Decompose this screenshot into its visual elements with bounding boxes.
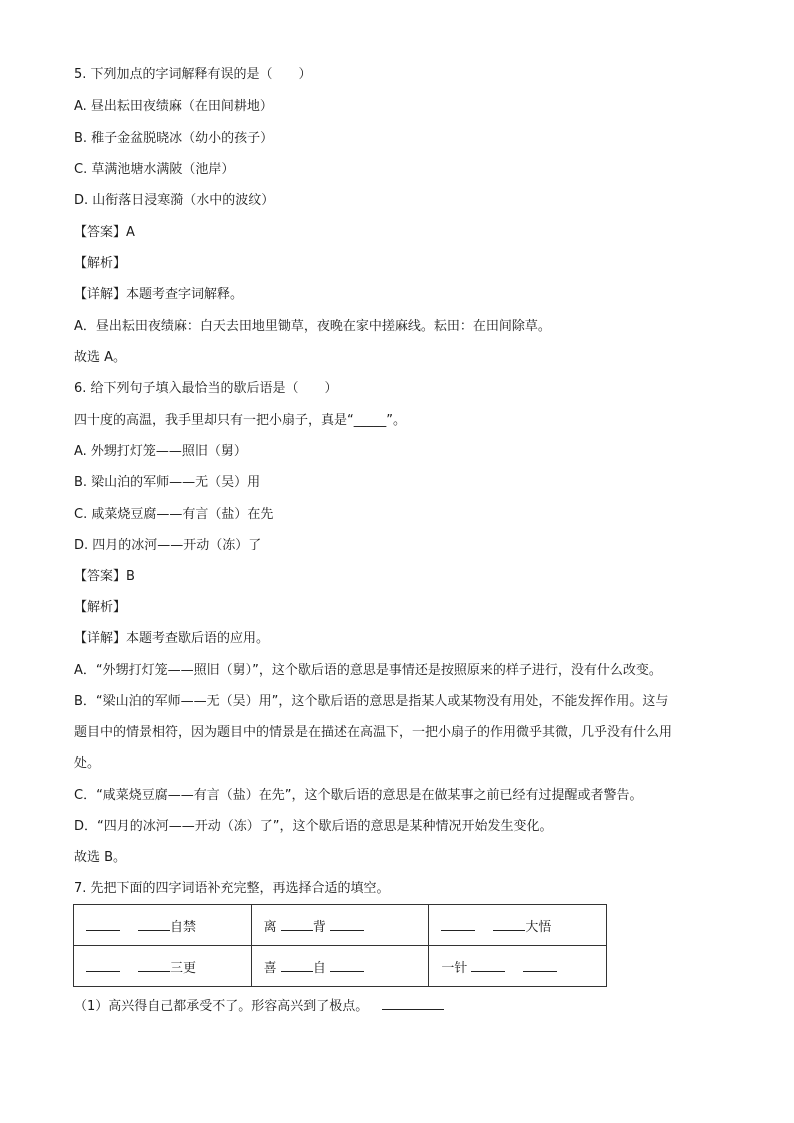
blank-field[interactable]: [330, 959, 364, 972]
q5-analysis: 【解析】: [74, 256, 127, 271]
q6-option-b: B. 梁山泊的军师——无（吴）用: [74, 475, 261, 490]
q6-option-a: A. 外甥打灯笼——照旧（舅）: [74, 444, 247, 459]
idiom-text: 一针: [441, 960, 468, 976]
idiom-cell[interactable]: [429, 946, 607, 987]
q6-explanation-b-3: 处。: [74, 756, 101, 771]
idiom-fill-table: [73, 904, 607, 987]
blank-field[interactable]: [523, 959, 557, 972]
idiom-text: 自禁: [170, 919, 197, 935]
blank-field[interactable]: [471, 959, 505, 972]
blank-field[interactable]: [281, 959, 313, 972]
q6-explanation-c: C．“咸菜烧豆腐——有言（盐）在先”，这个歇后语的意思是在做某事之前已经有过提醒或者警告。: [74, 788, 643, 803]
idiom-cell[interactable]: [74, 946, 252, 987]
q6-explanation-d: D．“四月的冰河——开动（冻）了”，这个歇后语的意思是某种情况开始发生变化。: [74, 819, 553, 834]
idiom-text: 离: [263, 919, 277, 935]
blank-field[interactable]: [86, 959, 120, 972]
q5-detail: 【详解】本题考查字词解释。: [74, 287, 244, 302]
q6-answer: 【答案】B: [74, 569, 135, 584]
q7-sub-question-1-text: （1）高兴得自己都承受不了。形容高兴到了极点。: [74, 999, 369, 1014]
q6-explanation-a: A．“外甥打灯笼——照旧（舅）”，这个歇后语的意思是事情还是按照原来的样子进行，没有什么改变。: [74, 663, 662, 678]
answer-blank[interactable]: [382, 997, 444, 1010]
q5-answer: 【答案】A: [74, 225, 135, 240]
q6-choose: 故选 B。: [74, 850, 127, 865]
q5-explanation: A．昼出耘田夜绩麻：白天去田地里锄草，夜晚在家中搓麻线。耘田：在田间除草。: [74, 319, 551, 334]
q6-detail: 【详解】本题考查歇后语的应用。: [74, 631, 270, 646]
q7-sub-question-1: [74, 997, 444, 1016]
blank-field[interactable]: [281, 918, 313, 931]
q6-option-c: C. 咸菜烧豆腐——有言（盐）在先: [74, 507, 274, 522]
q6-explanation-b-1: B．“梁山泊的军师——无（吴）用”，这个歇后语的意思是指某人或某物没有用处，不能发挥作用。这与: [74, 694, 669, 709]
blank-field[interactable]: [493, 918, 525, 931]
blank-field[interactable]: [138, 918, 170, 931]
q5-option-a: A. 昼出耘田夜绩麻（在田间耕地）: [74, 99, 273, 114]
q6-analysis: 【解析】: [74, 600, 127, 615]
idiom-text: 喜: [263, 960, 277, 976]
table-row: [74, 946, 607, 987]
idiom-text: 大悟: [525, 919, 552, 935]
idiom-cell[interactable]: [429, 905, 607, 946]
q6-option-d: D. 四月的冰河——开动（冻）了: [74, 538, 262, 553]
idiom-text: 三更: [170, 960, 197, 976]
blank-field[interactable]: [441, 918, 475, 931]
q6-sentence: 四十度的高温，我手里却只有一把小扇子，真是“_____”。: [74, 413, 406, 428]
q5-option-b: B. 稚子金盆脱晓冰（幼小的孩子）: [74, 131, 274, 146]
q5-option-d: D. 山衔落日浸寒漪（水中的波纹）: [74, 193, 275, 208]
q5-stem: 5. 下列加点的字词解释有误的是（ ）: [74, 67, 312, 82]
idiom-text: 背: [312, 919, 326, 935]
idiom-cell[interactable]: [74, 905, 252, 946]
blank-field[interactable]: [138, 959, 170, 972]
idiom-text: 自: [312, 960, 326, 976]
idiom-cell[interactable]: [251, 946, 429, 987]
blank-field[interactable]: [86, 918, 120, 931]
idiom-cell[interactable]: [251, 905, 429, 946]
blank-field[interactable]: [330, 918, 364, 931]
q6-explanation-b-2: 题目中的情景相符，因为题目中的情景是在描述在高温下，一把小扇子的作用微乎其微，几乎没有什么用: [74, 725, 673, 740]
q6-stem: 6. 给下列句子填入最恰当的歇后语是（ ）: [74, 381, 338, 396]
q7-stem: 7. 先把下面的四字词语补充完整，再选择合适的填空。: [74, 881, 390, 896]
table-row: [74, 905, 607, 946]
q5-choose: 故选 A。: [74, 350, 127, 365]
q5-option-c: C. 草满池塘水满陂（池岸）: [74, 162, 235, 177]
